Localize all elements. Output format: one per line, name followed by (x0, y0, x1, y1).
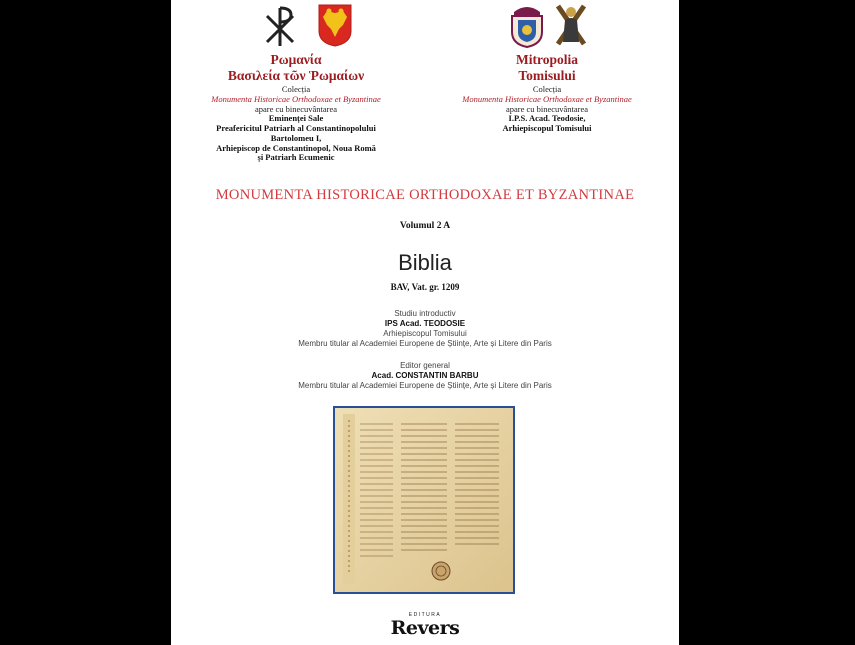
intro-role: Arhiepiscopul Tomisului (383, 329, 467, 338)
publisher-logo (171, 612, 679, 638)
left-line-4: Arhiepiscop de Constantinopol, Noua Romă (216, 142, 376, 153)
saint-andrew-icon (555, 2, 587, 48)
intro-member: Membru titular al Academiei Europene de Științe, Arte și Litere din Paris (298, 339, 552, 348)
right-series: Monumenta Historicae Orthodoxae et Byzantinae (462, 93, 632, 104)
left-colectia: Colecția (281, 84, 311, 95)
intro-label: Studiu introductiv (394, 309, 456, 318)
intro-name: IPS Acad. TEODOSIE (384, 319, 466, 328)
left-line-5: și Patriarh Ecumenic (257, 152, 335, 163)
publisher-name: Revers (390, 617, 460, 639)
series-title: MONUMENTA HISTORICAE ORTHODOXAE ET BYZANTINAE (215, 187, 635, 203)
right-patronage-block (427, 52, 667, 134)
book-title: Biblia (398, 250, 452, 275)
right-colectia: Colecția (532, 84, 562, 95)
editor-member: Membru titular al Academiei Europene de Științe, Arte și Litere din Paris (298, 381, 552, 390)
right-title-1: Mitropolia (516, 52, 578, 67)
editor-label: Editor general (400, 361, 450, 370)
publisher-small-label: EDITURA (408, 612, 442, 618)
chi-rho-icon (263, 4, 297, 48)
book-cover-page (171, 0, 679, 645)
intro-credits (171, 309, 679, 349)
left-title-1: Ρωμανία (270, 52, 322, 67)
double-eagle-icon (317, 3, 353, 47)
left-line-2: Preafericitul Patriarh al Constantinopolului (216, 123, 376, 134)
left-blessing: apare cu binecuvântarea (254, 103, 338, 114)
right-blessing: apare cu binecuvântarea (505, 103, 589, 114)
manuscript-reference: BAV, Vat. gr. 1209 (390, 282, 460, 292)
left-patronage-block (176, 52, 416, 163)
left-title-2: Βασιλεία τῶν Ῥωμαίων (227, 67, 365, 83)
volume-label: Volumul 2 A (399, 221, 451, 231)
left-series: Monumenta Historicae Orthodoxae et Byzantinae (211, 93, 381, 104)
manuscript-image (333, 406, 515, 594)
manuscript-page-drawing (335, 408, 513, 592)
editor-credits (171, 361, 679, 391)
left-line-1: Eminenței Sale (268, 113, 324, 124)
right-line-2: Arhiepiscopul Tomisului (502, 123, 592, 134)
mitropolia-coat-of-arms-icon (508, 2, 546, 48)
editor-name: Acad. CONSTANTIN BARBU (371, 371, 479, 380)
left-line-3: Bartolomeu I, (270, 132, 322, 143)
right-line-1: I.P.S. Acad. Teodosie, (508, 113, 586, 124)
right-title-2: Tomisului (518, 67, 576, 83)
